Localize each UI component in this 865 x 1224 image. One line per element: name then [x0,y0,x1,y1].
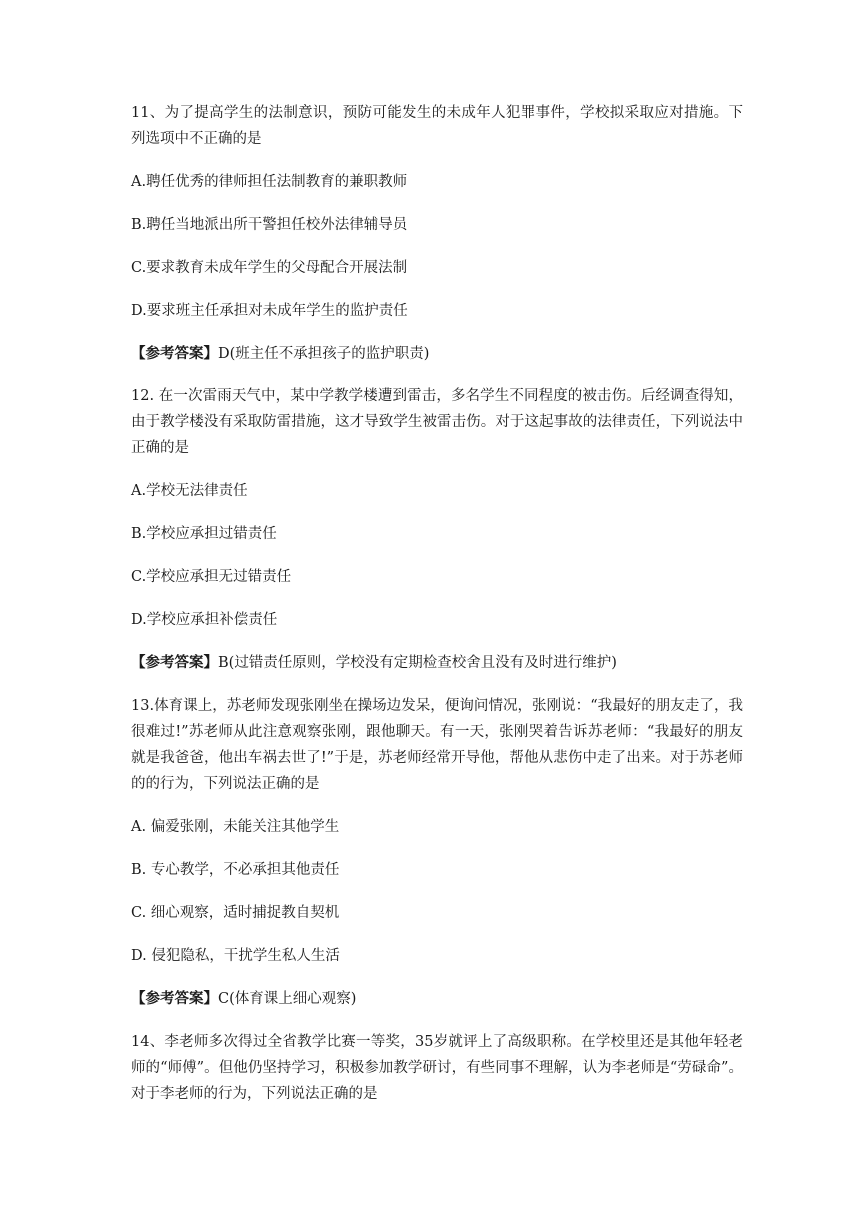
question-13-option-c: C. 细心观察，适时捕捉教自契机 [131,905,340,921]
answer-text: C(体育课上细心观察) [218,991,357,1007]
question-13-option-d: D. 侵犯隐私，干扰学生私人生活 [131,948,340,964]
question-11-answer [131,341,743,367]
question-12-option-c: C.学校应承担无过错责任 [131,569,292,585]
question-12-option-a: A.学校无法律责任 [131,483,248,499]
question-11-option-c: C.要求教育未成年学生的父母配合开展法制 [131,260,408,276]
question-13-stem: 13.体育课上，苏老师发现张刚坐在操场边发呆，便询问情况，张刚说：“我最好的朋友走了，我很难过!”苏老师从此注意观察张刚，跟他聊天。有一天，张刚哭着告诉苏老师：“我最好的朋友就是我爸爸，他出车祸去世了!”于是，苏老师经常开导他，帮他从悲伤中走了出来。对于苏老师的的行为，下列说法正确的是 [131,698,743,792]
answer-label: 【参考答案】 [131,990,218,1007]
question-13-option-a: A. 偏爱张刚，未能关注其他学生 [131,819,340,835]
answer-label: 【参考答案】 [131,654,218,671]
question-11-option-d: D.要求班主任承担对未成年学生的监护责任 [131,303,408,319]
answer-label: 【参考答案】 [131,345,218,362]
question-12-answer [131,650,743,676]
question-13-option-b: B. 专心教学，不必承担其他责任 [131,862,340,878]
question-12-stem: 12. 在一次雷雨天气中，某中学教学楼遭到雷击，多名学生不同程度的被击伤。后经调查得知，由于教学楼没有采取防雷措施，这才导致学生被雷击伤。对于这起事故的法律责任，下列说法中正确的是 [131,388,743,456]
question-11-option-b: B.聘任当地派出所干警担任校外法律辅导员 [131,217,408,233]
document-page [131,100,743,1107]
question-13-answer [131,986,743,1012]
question-11-option-a: A.聘任优秀的律师担任法制教育的兼职教师 [131,174,408,190]
question-14-stem: 14、李老师多次得过全省教学比赛一等奖，35岁就评上了高级职称。在学校里还是其他年轻老师的“师傅”。但他仍坚持学习，积极参加教学研讨，有些同事不理解，认为李老师是“劳碌命”。对于李老师的行为，下列说法正确的是 [131,1034,743,1102]
answer-text: D(班主任不承担孩子的监护职责) [218,346,430,362]
question-12-option-d: D.学校应承担补偿责任 [131,612,278,628]
answer-text: B(过错责任原则，学校没有定期检查校舍且没有及时进行维护) [218,655,617,671]
question-12-option-b: B.学校应承担过错责任 [131,526,277,542]
question-11-stem: 11、为了提高学生的法制意识，预防可能发生的未成年人犯罪事件，学校拟采取应对措施。下列选项中不正确的是 [131,105,743,147]
